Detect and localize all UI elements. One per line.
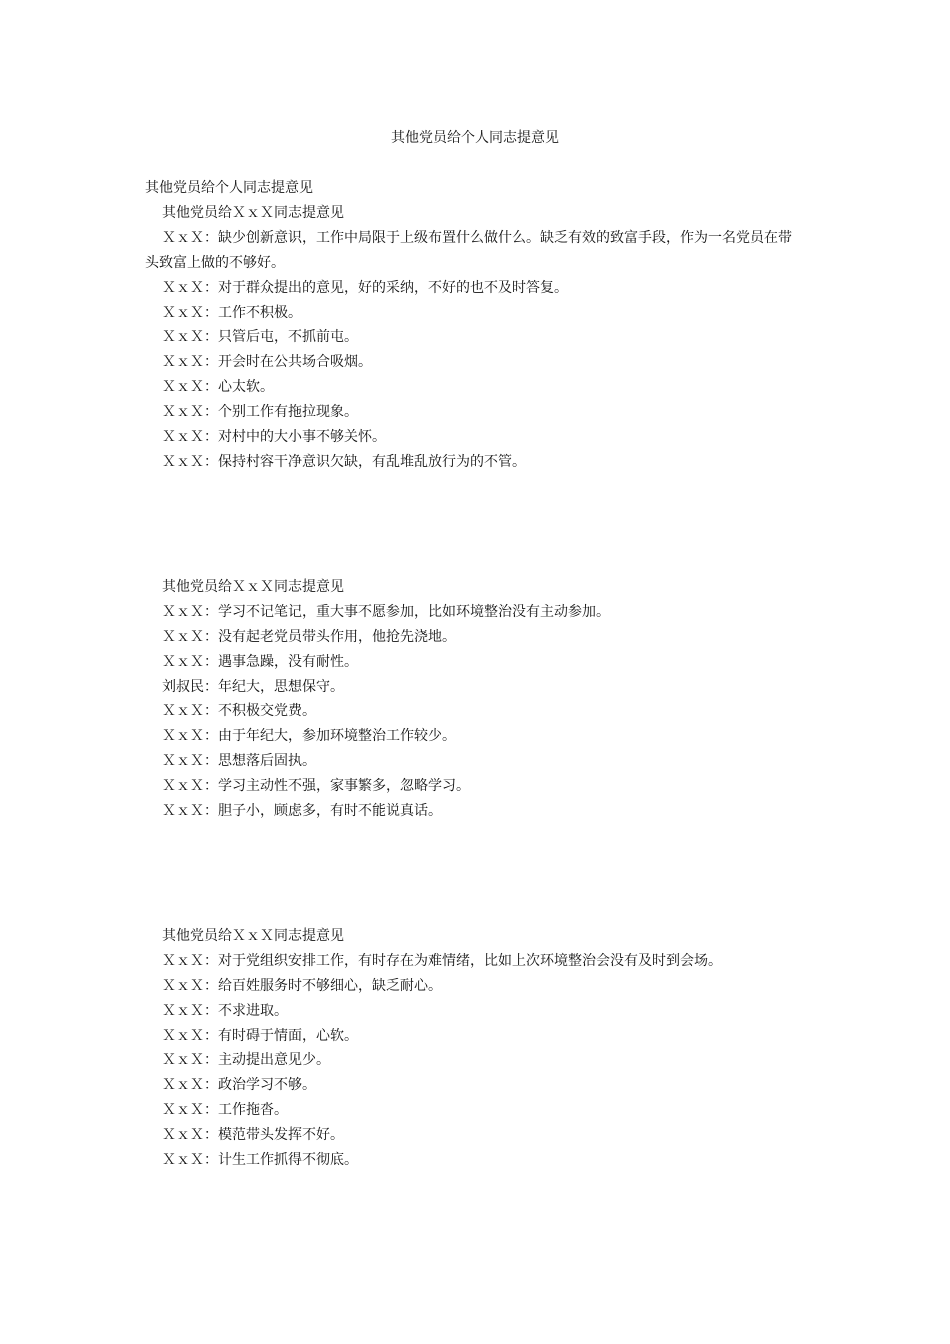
section-heading: 其他党员给ＸｘＸ同志提意见 bbox=[162, 927, 344, 944]
opinion-item: ＸｘＸ：保持村容干净意识欠缺，有乱堆乱放行为的不管。 bbox=[162, 453, 526, 470]
opinion-section bbox=[145, 924, 805, 1173]
opinion-item: ＸｘＸ：有时碍于情面，心软。 bbox=[162, 1027, 358, 1044]
opinion-item: ＸｘＸ：只管后屯，不抓前屯。 bbox=[162, 329, 358, 346]
opinion-item: ＸｘＸ：政治学习不够。 bbox=[162, 1077, 316, 1094]
opinion-item: ＸｘＸ：思想落后固执。 bbox=[162, 753, 316, 770]
opinion-item: ＸｘＸ：缺少创新意识，工作中局限于上级布置什么做什么。缺乏有效的致富手段，作为一名党员在带头致富上做的不够好。 bbox=[145, 229, 792, 271]
opinion-item: ＸｘＸ：给百姓服务时不够细心，缺乏耐心。 bbox=[162, 977, 442, 994]
opinion-item: ＸｘＸ：计生工作抓得不彻底。 bbox=[162, 1152, 358, 1169]
section-spacer bbox=[145, 475, 805, 575]
opinion-item: ＸｘＸ：没有起老党员带头作用，他抢先浇地。 bbox=[162, 628, 456, 645]
opinion-item: ＸｘＸ：开会时在公共场合吸烟。 bbox=[162, 354, 372, 371]
opinion-item: ＸｘＸ：学习不记笔记，重大事不愿参加，比如环境整治没有主动参加。 bbox=[162, 603, 610, 620]
opinion-item: ＸｘＸ：对于群众提出的意见，好的采纳，不好的也不及时答复。 bbox=[162, 279, 568, 296]
opinion-item: ＸｘＸ：模范带头发挥不好。 bbox=[162, 1127, 344, 1144]
opinion-item: ＸｘＸ：学习主动性不强，家事繁多，忽略学习。 bbox=[162, 778, 470, 795]
opinion-item: ＸｘＸ：工作拖沓。 bbox=[162, 1102, 288, 1119]
opinion-item: ＸｘＸ：心太软。 bbox=[162, 379, 274, 396]
opinion-item: ＸｘＸ：主动提出意见少。 bbox=[162, 1052, 330, 1069]
document-title: 其他党员给个人同志提意见 bbox=[391, 130, 559, 146]
opinion-item: ＸｘＸ：个别工作有拖拉现象。 bbox=[162, 404, 358, 421]
opinion-section bbox=[145, 575, 805, 824]
section-heading: 其他党员给ＸｘＸ同志提意见 bbox=[162, 578, 344, 595]
opinion-item: ＸｘＸ：对于党组织安排工作，有时存在为难情绪，比如上次环境整治会没有及时到会场。 bbox=[162, 952, 722, 969]
section-heading: 其他党员给ＸｘＸ同志提意见 bbox=[162, 204, 344, 221]
opinion-section bbox=[145, 201, 805, 475]
opinion-item: ＸｘＸ：工作不积极。 bbox=[162, 304, 302, 321]
document-body bbox=[145, 176, 805, 1173]
opinion-item: ＸｘＸ：对村中的大小事不够关怀。 bbox=[162, 429, 386, 446]
opinion-item: ＸｘＸ：遇事急躁，没有耐性。 bbox=[162, 653, 358, 670]
section-spacer bbox=[145, 824, 805, 924]
document-intro: 其他党员给个人同志提意见 bbox=[145, 180, 313, 196]
opinion-item: ＸｘＸ：胆子小，顾虑多，有时不能说真话。 bbox=[162, 803, 442, 820]
opinion-item: ＸｘＸ：由于年纪大，参加环境整治工作较少。 bbox=[162, 728, 456, 745]
opinion-item: ＸｘＸ：不积极交党费。 bbox=[162, 703, 316, 720]
opinion-item: 刘叔民：年纪大，思想保守。 bbox=[162, 678, 344, 695]
opinion-item: ＸｘＸ：不求进取。 bbox=[162, 1002, 288, 1019]
